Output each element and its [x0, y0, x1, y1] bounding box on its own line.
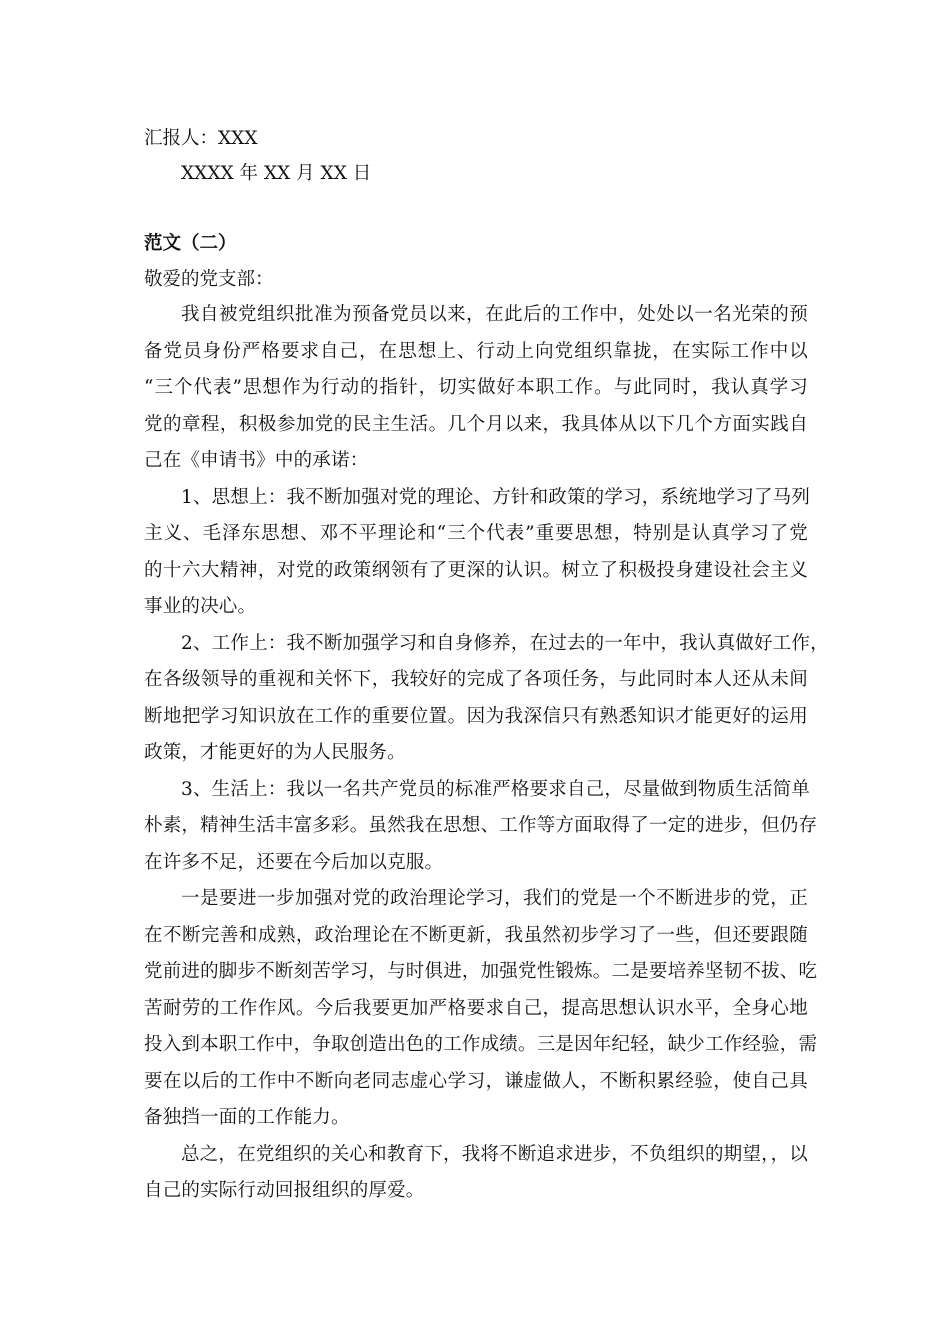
paragraph-line: “三个代表”思想作为行动的指针，切实做好本职工作。与此同时，我认真学习 [144, 377, 808, 398]
paragraph-line: 在许多不足，还要在今后加以克服。 [144, 851, 444, 873]
paragraph-line: 政策，才能更好的为人民服务。 [144, 742, 406, 763]
paragraph-line: 投入到本职工作中，争取创造出色的工作成绩。三是因年纪轻，缺少工作经验，需 [144, 1034, 818, 1055]
paragraph-line: 总之，在党组织的关心和教育下，我将不断追求进步，不负组织的期望，，以 [181, 1143, 808, 1165]
paragraph-line: 断地把学习知识放在工作的重要位置。因为我深信只有熟悉知识才能更好的运用 [144, 705, 808, 727]
paragraph-line: 党前进的脚步不断刻苦学习，与时俱进，加强党性锻炼。二是要培养坚韧不拔、吃 [144, 961, 818, 982]
paragraph-line: 备党员身份严格要求自己，在思想上、行动上向党组织靠拢，在实际工作中以 [144, 340, 808, 362]
paragraph-line: 1、思想上：我不断加强对党的理论、方针和政策的学习，系统地学习了马列 [181, 486, 811, 508]
body-text [144, 297, 829, 1210]
paragraph-line: 我自被党组织批准为预备党员以来，在此后的工作中，处处以一名光荣的预 [181, 304, 808, 325]
paragraph-line: 己在《申请书》中的承诺： [144, 450, 369, 471]
paragraph [144, 626, 829, 772]
paragraph-line: 3、生活上：我以一名共产党员的标准严格要求自己，尽量做到物质生活简单 [181, 778, 811, 800]
paragraph-line: 苦耐劳的工作作风。今后我要更加严格要求自己，提高思想认识水平，全身心地 [144, 997, 808, 1019]
paragraph [144, 1137, 808, 1210]
paragraph [144, 297, 808, 480]
paragraph-line: 2、工作上：我不断加强学习和自身修养，在过去的一年中，我认真做好工作， [181, 632, 829, 654]
paragraph-line: 自己的实际行动回报组织的厚爱。 [144, 1180, 425, 1201]
paragraph-line: 党的章程，积极参加党的民主生活。几个月以来，我具体从以下几个方面实践自 [144, 413, 808, 435]
paragraph [144, 772, 818, 882]
paragraph-line: 主义、毛泽东思想、邓不平理论和“三个代表”重要思想，特别是认真学习了党 [144, 523, 808, 544]
paragraph-line: 备独挡一面的工作能力。 [144, 1107, 350, 1128]
paragraph [144, 480, 811, 626]
paragraph-line: 朴素，精神生活丰富多彩。虽然我在思想、工作等方面取得了一定的进步，但仍存 [144, 815, 818, 836]
salutation: 敬爱的党支部： [144, 269, 274, 290]
paragraph-line: 一是要进一步加强对党的政治理论学习，我们的党是一个不断进步的党，正 [181, 888, 808, 909]
paragraph-line: 的十六大精神，对党的政策纲领有了更深的认识。树立了积极投身建设社会主义 [144, 559, 808, 581]
paragraph-line: 事业的决心。 [144, 596, 257, 617]
paragraph-line: 在各级领导的重视和关怀下，我较好的完成了各项任务，与此同时本人还从未间 [144, 669, 808, 690]
date-line: XXXX 年 XX 月 XX 日 [181, 163, 372, 184]
paragraph [144, 881, 818, 1137]
paragraph-line: 要在以后的工作中不断向老同志虚心学习，谦虚做人，不断积累经验，使自己具 [144, 1070, 808, 1092]
section-heading: 范文（二） [144, 233, 237, 254]
paragraph-line: 在不断完善和成熟，政治理论在不断更新，我虽然初步学习了一些，但还要跟随 [144, 924, 808, 946]
reporter-line: 汇报人：XXX [144, 128, 258, 149]
